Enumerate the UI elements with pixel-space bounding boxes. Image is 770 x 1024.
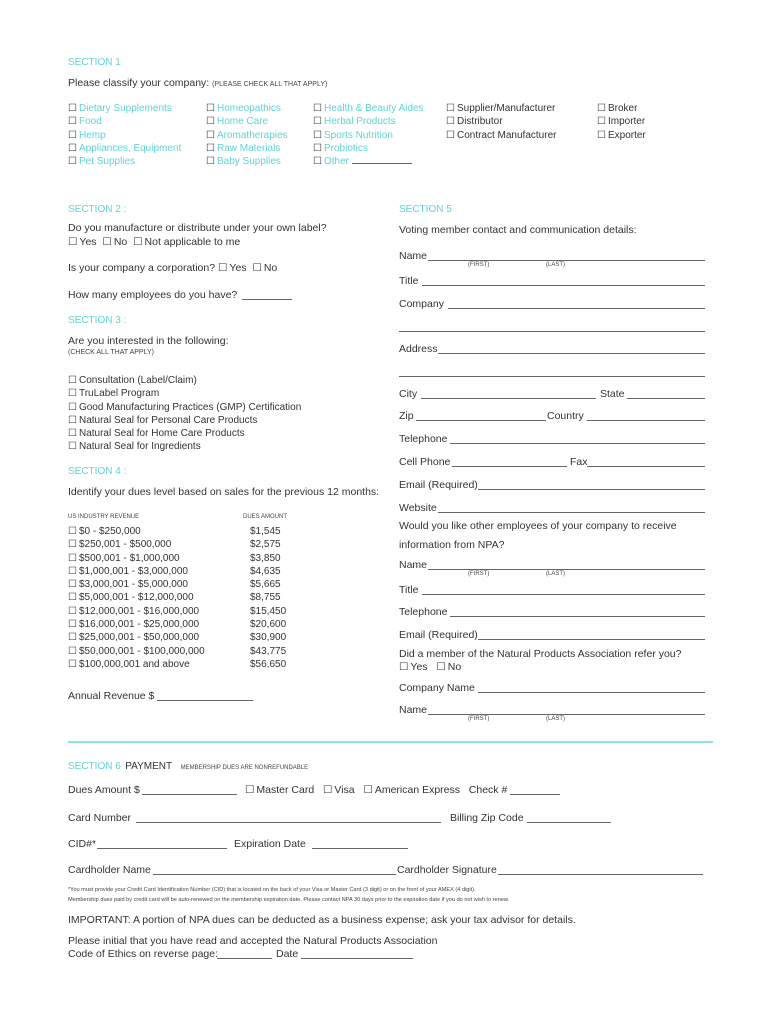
section1-col5 (597, 102, 646, 142)
dues-amount: $15,450 (250, 605, 287, 617)
cardholder-name-label: Cardholder Name (68, 864, 151, 876)
dues-amount-label: Dues Amount $ (68, 784, 140, 796)
checkbox-other-row (313, 155, 423, 168)
name-label: Name (399, 250, 428, 262)
dues-list (250, 525, 286, 671)
fax-input[interactable] (587, 466, 705, 467)
checkbox-gmp[interactable]: ☐ Good Manufacturing Practices (GMP) Certification (68, 401, 301, 414)
revenue-option[interactable]: ☐ $16,000,001 - $25,000,000 (68, 618, 205, 631)
cardholder-signature-input[interactable] (498, 874, 703, 875)
checkbox-probiotics[interactable]: ☐ Probiotics (313, 142, 423, 155)
dues-amount: $3,850 (250, 552, 281, 564)
q1-yes-checkbox[interactable]: ☐ Yes (68, 236, 97, 248)
section1-prompt-text: Please classify your company: (68, 77, 210, 89)
checkbox-food[interactable]: ☐ Food (68, 115, 181, 128)
country-label: Country (547, 410, 584, 422)
dues-amount-input[interactable] (142, 794, 237, 795)
company-name-label: Company Name (399, 682, 475, 694)
section1-col4 (446, 102, 556, 142)
section2-q1-options (68, 236, 240, 248)
revenue-option[interactable]: ☐ $1,000,001 - $3,000,000 (68, 565, 205, 578)
first-caption-3: (FIRST) (468, 716, 490, 722)
email-input-2[interactable] (478, 639, 705, 640)
checkbox-importer[interactable]: ☐ Importer (597, 115, 646, 128)
referral-no-checkbox[interactable]: ☐ No (436, 661, 461, 673)
first-caption-2: (FIRST) (468, 571, 490, 577)
dues-amount: $30,900 (250, 632, 287, 644)
section6-title: SECTION 6 (68, 761, 121, 772)
employees-input[interactable] (242, 299, 292, 300)
dues-amount: $43,775 (250, 645, 287, 657)
checkbox-appliances[interactable]: ☐ Appliances, Equipment (68, 142, 181, 155)
q2-no-checkbox[interactable]: ☐ No (252, 262, 277, 274)
title-input[interactable] (422, 285, 705, 286)
name-label-2: Name (399, 559, 428, 571)
checkbox-pet-supplies[interactable]: ☐ Pet Supplies (68, 155, 181, 168)
country-input[interactable] (587, 420, 705, 421)
section3-title: SECTION 3 : (68, 315, 127, 326)
checkbox-dietary-supplements[interactable]: ☐ Dietary Supplements (68, 102, 181, 115)
card-number-label: Card Number (68, 812, 132, 824)
dues-amount: $2,575 (250, 539, 281, 551)
state-label: State (600, 388, 625, 400)
cell-input[interactable] (452, 466, 567, 467)
city-label: City (399, 388, 418, 400)
title-label-2: Title (399, 584, 419, 596)
telephone-label: Telephone (399, 433, 448, 445)
dues-amount: $5,665 (250, 579, 281, 591)
date-label: Date (276, 948, 299, 960)
section2-q2: Is your company a corporation? (68, 262, 216, 274)
section5-title: SECTION 5 (399, 204, 452, 215)
telephone-label-2: Telephone (399, 606, 448, 618)
checkbox-sports-nutrition[interactable]: ☐ Sports Nutrition (313, 129, 423, 142)
section1-note: (PLEASE CHECK ALL THAT APPLY) (212, 81, 328, 88)
checkbox-home-care[interactable]: ☐ Home Care (206, 115, 288, 128)
section4-title: SECTION 4 : (68, 466, 127, 477)
other-employees-q2: information from NPA? (399, 539, 505, 551)
revenue-option[interactable]: ☐ $25,000,001 - $50,000,000 (68, 631, 205, 644)
website-input[interactable] (438, 512, 705, 513)
checkbox-exporter[interactable]: ☐ Exporter (597, 129, 646, 142)
section4-prompt: Identify your dues level based on sales for the previous 12 months: (68, 486, 380, 498)
section6-header (68, 756, 308, 774)
section2-q2-row (68, 262, 277, 274)
checkbox-homeopathics[interactable]: ☐ Homeopathics (206, 102, 288, 115)
checkbox-trulabel[interactable]: ☐ TruLabel Program (68, 387, 301, 400)
other-employees-q1: Would you like other employees of your company to receive (399, 520, 677, 532)
name-input-3[interactable] (428, 714, 705, 715)
q2-yes-checkbox[interactable]: ☐ Yes (218, 262, 247, 274)
company-label: Company (399, 298, 444, 310)
checkbox-aromatherapies[interactable]: ☐ Aromatherapies (206, 129, 288, 142)
annual-revenue-label: Annual Revenue $ (68, 690, 155, 702)
name-input[interactable] (428, 260, 705, 261)
date-input[interactable] (301, 958, 413, 959)
checkbox-contract-manufacturer[interactable]: ☐ Contract Manufacturer (446, 129, 556, 142)
email-label-2: Email (Required) (399, 629, 478, 641)
last-caption-2: (LAST) (546, 571, 566, 577)
address-label: Address (399, 343, 438, 355)
company-input[interactable] (448, 308, 705, 309)
name-input-2[interactable] (428, 569, 705, 570)
checkbox-consultation[interactable]: ☐ Consultation (Label/Claim) (68, 374, 301, 387)
section3-list (68, 374, 301, 454)
cell-label: Cell Phone (399, 456, 451, 468)
revenue-list (68, 525, 205, 671)
revenue-header: US INDUSTRY REVENUE (68, 514, 140, 520)
checkbox-natural-seal-personal[interactable]: ☐ Natural Seal for Personal Care Products (68, 414, 301, 427)
cid-label: CID#* (68, 838, 97, 850)
referral-yes-checkbox[interactable]: ☐ Yes (399, 661, 428, 673)
section6-note: MEMBERSHIP DUES ARE NONREFUNDABLE (180, 765, 309, 771)
dues-amount: $20,600 (250, 619, 287, 631)
address-input-2[interactable] (399, 376, 705, 377)
revenue-option[interactable]: ☐ $50,000,001 - $100,000,000 (68, 645, 205, 658)
telephone-input[interactable] (450, 443, 705, 444)
card-number-input[interactable] (136, 822, 441, 823)
last-caption-3: (LAST) (546, 716, 566, 722)
other-input-line[interactable] (352, 163, 412, 164)
last-caption: (LAST) (546, 262, 566, 268)
section5-prompt: Voting member contact and communication details: (399, 224, 637, 236)
name-label-3: Name (399, 704, 428, 716)
zip-label: Zip (399, 410, 414, 422)
check-number-input[interactable] (510, 794, 560, 795)
initial-input[interactable] (217, 958, 272, 959)
address-input[interactable] (438, 353, 705, 354)
q1-no-checkbox[interactable]: ☐ No (102, 236, 127, 248)
section3-prompt: Are you interested in the following: (68, 335, 229, 347)
renewal-fine-print: Membership dues paid by credit card will be auto-renewed on the membership expiration date. Please contact NPA 30 days prior to the expiration date if you do not wish to renew. (68, 897, 510, 903)
mastercard-checkbox[interactable]: ☐ Master Card (245, 784, 314, 796)
first-caption: (FIRST) (468, 262, 490, 268)
revenue-option[interactable]: ☐ $500,001 - $1,000,000 (68, 552, 205, 565)
checkbox-distributor[interactable]: ☐ Distributor (446, 115, 556, 128)
referral-options (399, 661, 461, 673)
state-input[interactable] (627, 398, 705, 399)
telephone-input-2[interactable] (450, 616, 705, 617)
section3-note: (CHECK ALL THAT APPLY) (68, 349, 154, 356)
revenue-option[interactable]: ☐ $100,000,001 and above (68, 658, 205, 671)
section2-q1: Do you manufacture or distribute under your own label? (68, 222, 327, 234)
email-label: Email (Required) (399, 479, 478, 491)
fax-label: Fax (570, 456, 588, 468)
checkbox-hemp[interactable]: ☐ Hemp (68, 129, 181, 142)
revenue-option[interactable]: ☐ $12,000,001 - $16,000,000 (68, 605, 205, 618)
revenue-option[interactable]: ☐ $3,000,001 - $5,000,000 (68, 578, 205, 591)
section2-q3: How many employees do you have? (68, 289, 238, 301)
checkbox-other[interactable]: ☐ Other (313, 156, 349, 167)
amex-checkbox[interactable]: ☐ American Express (363, 784, 460, 796)
q1-na-checkbox[interactable]: ☐ Not applicable to me (133, 236, 240, 248)
cid-input[interactable] (97, 848, 227, 849)
section1-col2 (206, 102, 288, 168)
title-label: Title (399, 275, 419, 287)
checkbox-health-beauty[interactable]: ☐ Health & Beauty Aides (313, 102, 423, 115)
dues-amount: $8,755 (250, 592, 281, 604)
referral-question: Did a member of the Natural Products Association refer you? (399, 648, 682, 660)
section-divider (68, 741, 713, 743)
card-type-options (245, 784, 507, 796)
section1-col3 (313, 102, 423, 168)
dues-header: DUES AMOUNT (243, 514, 288, 520)
email-input[interactable] (478, 489, 705, 490)
section1-col1 (68, 102, 181, 168)
zip-input[interactable] (416, 420, 546, 421)
dues-amount: $1,545 (250, 526, 281, 537)
checkbox-baby-supplies[interactable]: ☐ Baby Supplies (206, 155, 288, 168)
revenue-option[interactable]: ☐ $5,000,001 - $12,000,000 (68, 591, 205, 604)
checkbox-herbal-products[interactable]: ☐ Herbal Products (313, 115, 423, 128)
website-label: Website (399, 502, 437, 514)
check-number-label: Check # (468, 784, 508, 796)
checkbox-natural-seal-home[interactable]: ☐ Natural Seal for Home Care Products (68, 427, 301, 440)
expiration-input[interactable] (312, 848, 408, 849)
important-note: IMPORTANT: A portion of NPA dues can be deducted as a business expense; ask your tax advisor for details. (68, 914, 576, 926)
revenue-option[interactable]: ☐ $0 - $250,000 (68, 525, 205, 538)
dues-amount: $4,635 (250, 565, 281, 577)
billing-zip-label: Billing Zip Code (450, 812, 524, 824)
company-name-input[interactable] (478, 692, 705, 693)
expiration-label: Expiration Date (234, 838, 306, 850)
cid-fine-print: *You must provide your Credit Card Identification Number (CID) that is located on the back of your Visa or Master Card (3 digit) or on the front of your AMEX (4 digit). (68, 887, 476, 893)
checkbox-broker[interactable]: ☐ Broker (597, 102, 646, 115)
company-input-2[interactable] (399, 331, 705, 332)
dues-amount: $56,650 (250, 658, 287, 670)
checkbox-raw-materials[interactable]: ☐ Raw Materials (206, 142, 288, 155)
annual-revenue-input[interactable] (157, 700, 253, 701)
section1-prompt (68, 77, 327, 89)
cardholder-signature-label: Cardholder Signature (397, 864, 497, 876)
cardholder-name-input[interactable] (153, 874, 396, 875)
visa-checkbox[interactable]: ☐ Visa (323, 784, 355, 796)
section6-title2: PAYMENT (125, 761, 173, 772)
billing-zip-input[interactable] (527, 822, 611, 823)
revenue-option[interactable]: ☐ $250,001 - $500,000 (68, 538, 205, 551)
initial-text-1: Please initial that you have read and accepted the Natural Products Association (68, 935, 438, 947)
checkbox-supplier[interactable]: ☐ Supplier/Manufacturer (446, 102, 556, 115)
city-input[interactable] (421, 398, 596, 399)
section2-title: SECTION 2 : (68, 204, 127, 215)
section1-title: SECTION 1 (68, 57, 121, 68)
title-input-2[interactable] (422, 594, 705, 595)
initial-text-2: Code of Ethics on reverse page: (68, 948, 219, 960)
checkbox-natural-seal-ingredients[interactable]: ☐ Natural Seal for Ingredients (68, 440, 301, 453)
